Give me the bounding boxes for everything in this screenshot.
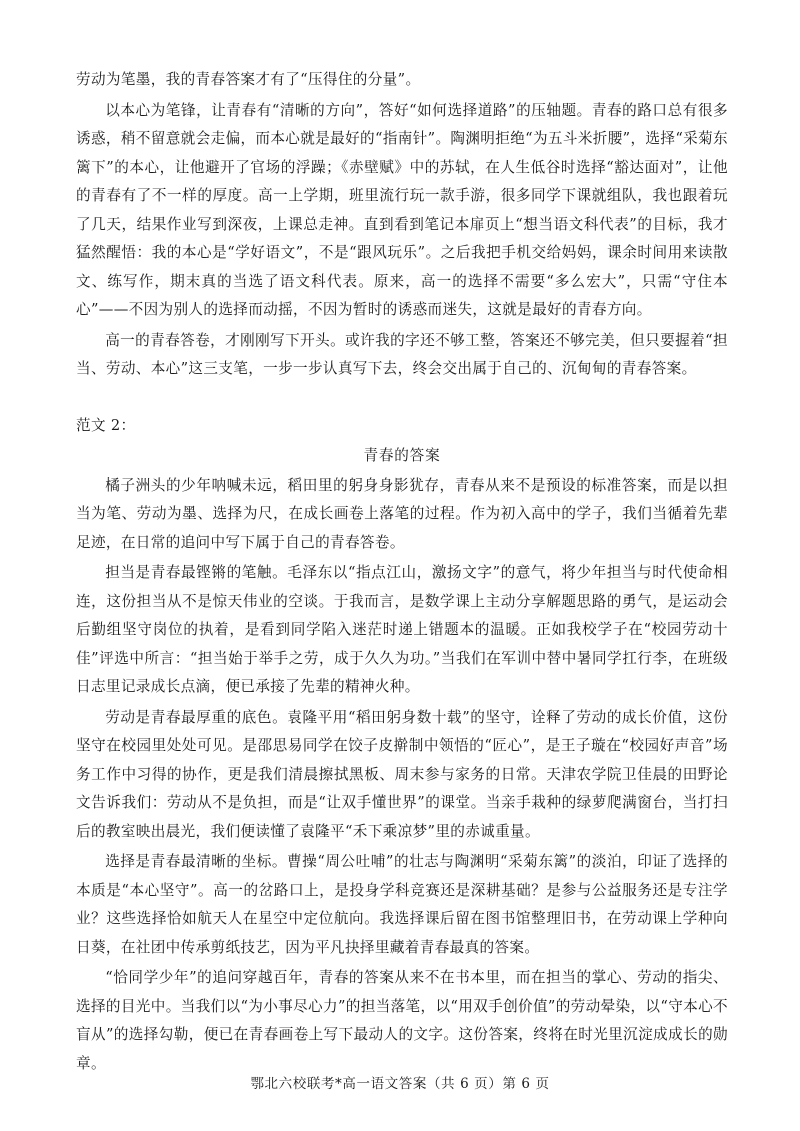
paragraph: 担当是青春最铿锵的笔触。毛泽东以“指点江山，激扬文字”的意气，将少年担当与时代使命相连，这份担当从不是惊天伟业的空谈。于我而言，是数学课上主动分享解题思路的勇气，是运动会后勤组坚守岗位的执着，是看到同学陷入迷茫时递上错题本的温暖。正如我校学子在“校园劳动十佳”评选中所言：“担当始于举手之劳，成于久久为功。”当我们在军训中替中暑同学扛行李，在班级日志里记录成长点滴，便已承接了先辈的精神火种。 xyxy=(76,564,728,695)
essay-2-body xyxy=(76,472,728,1079)
essay-title: 青春的答案 xyxy=(363,446,441,464)
paragraph: 劳动为笔墨，我的青春答案才有了“压得住的分量”。 xyxy=(76,71,421,88)
page-footer: 鄂北六校联考*高一语文答案（共 6 页）第 6 页 xyxy=(250,1076,550,1092)
paragraph: 高一的青春答卷，才刚刚写下开头。或许我的字还不够工整，答案还不够完美，但只要握着“担当、劳动、本心”这三支笔，一步一步认真写下去，终会交出属于自己的、沉甸甸的青春答案。 xyxy=(76,331,728,377)
paragraph: 橘子洲头的少年呐喊未远，稻田里的躬身身影犹存，青春从来不是预设的标准答案，而是以担当为笔、劳动为墨、选择为尺，在成长画卷上落笔的过程。作为初入高中的学子，我们当循着先辈足迹，在日常的追问中写下属于自己的青春答卷。 xyxy=(76,476,728,551)
essay-label: 范文 2： xyxy=(76,416,136,434)
essay-1-continuation xyxy=(76,66,728,384)
paragraph: 以本心为笔锋，让青春有“清晰的方向”，答好“如何选择道路”的压轴题。青春的路口总有很多诱惑，稍不留意就会走偏，而本心就是最好的“指南针”。陶渊明拒绝“为五斗米折腰”，选择“采菊东篱下”的本心，让他避开了官场的浮躁；《赤壁赋》中的苏轼，在人生低谷时选择“豁达面对”，让他的青春有了不一样的厚度。高一上学期，班里流行玩一款手游，很多同学下课就组队，我也跟着玩了几天，结果作业写到深夜，上课总走神。直到看到笔记本扉页上“想当语文科代表”的目标，我才猛然醒悟：我的本心是“学好语文”，不是“跟风玩乐”。之后我把手机交给妈妈，课余时间用来读散文、练写作，期末真的当选了语文科代表。原来，高一的选择不需要“多么宏大”，只需“守住本心”——不因为别人的选择而动摇，不因为暂时的诱惑而迷失，这就是最好的青春方向。 xyxy=(76,101,728,318)
paragraph: 选择是青春最清晰的坐标。曹操“周公吐哺”的壮志与陶渊明“采菊东篱”的淡泊，印证了选择的本质是“本心坚守”。高一的岔路口上，是投身学科竞赛还是深耕基础？是参与公益服务还是专注学业？这些选择恰如航天人在星空中定位航向。我选择课后留在图书馆整理旧书，在劳动课上学种向日葵，在社团中传承剪纸技艺，因为平凡抉择里藏着青春最真的答案。 xyxy=(76,853,728,956)
paragraph: “恰同学少年”的追问穿越百年，青春的答案从来不在书本里，而在担当的掌心、劳动的指尖、选择的目光中。当我们以“为小事尽心力”的担当落笔，以“用双手创价值”的劳动晕染，以“守本心不盲从”的选择勾勒，便已在青春画卷上写下最动人的文字。这份答案，终将在时光里沉淀成成长的勋章。 xyxy=(76,969,728,1072)
paragraph: 劳动是青春最厚重的底色。袁隆平用“稻田躬身数十载”的坚守，诠释了劳动的成长价值，这份坚守在校园里处处可见。是邵思易同学在饺子皮擀制中领悟的“匠心”，是王子璇在“校园好声音”场务工作中习得的协作，更是我们清晨擦拭黑板、周末参与家务的日常。天津农学院卫佳晨的田野论文告诉我们：劳动从不是负担，而是“让双手懂世界”的课堂。当亲手栽种的绿萝爬满窗台，当打扫后的教室映出晨光，我们便读懂了袁隆平“禾下乘凉梦”里的赤诚重量。 xyxy=(76,708,728,840)
